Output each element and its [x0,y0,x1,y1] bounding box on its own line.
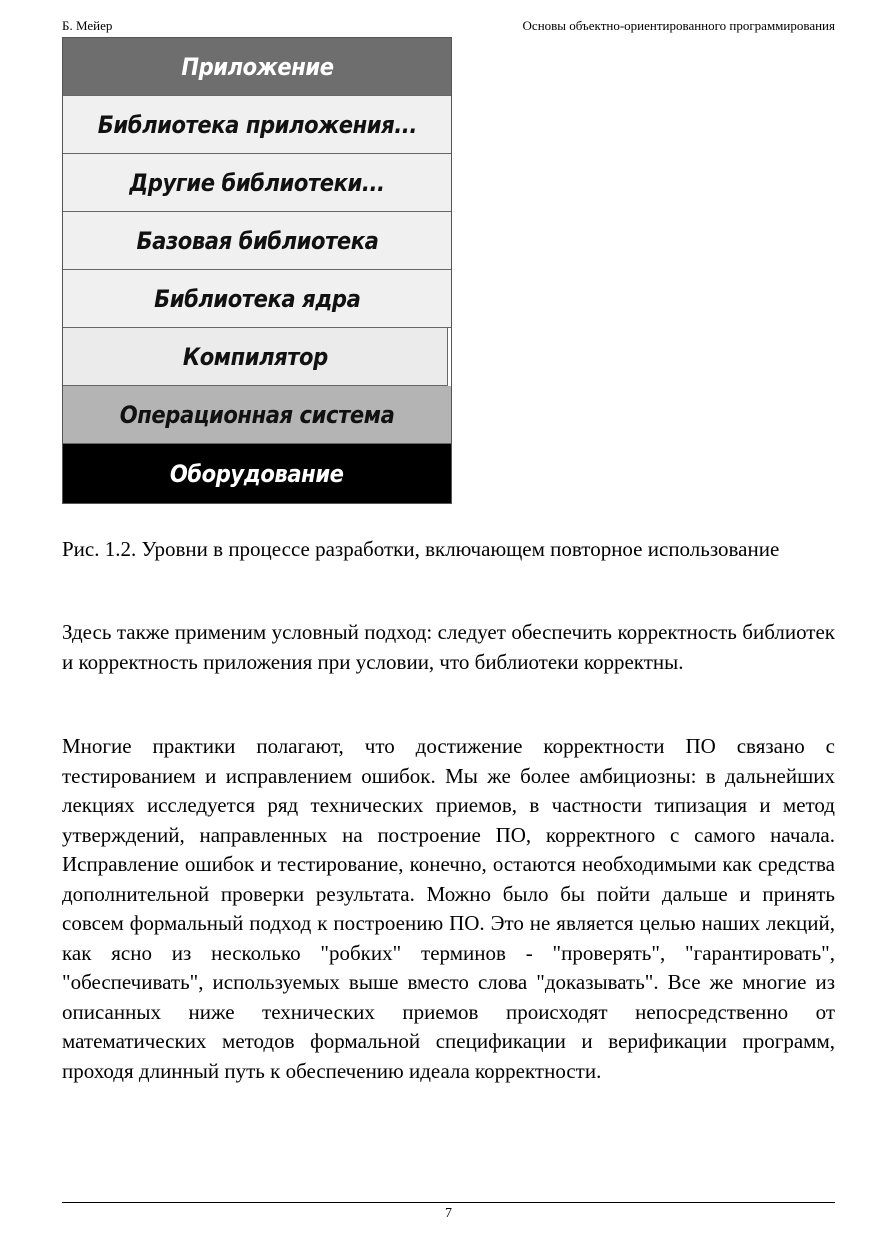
layer-label: Операционная система [119,400,395,429]
layer-application-library [63,96,451,154]
layer-label: Библиотека приложения... [97,110,417,139]
running-header-title: Основы объектно-ориентированного программирования [522,18,835,33]
body-paragraph-2: Многие практики полагают, что достижение корректности ПО связано с тестированием и исправлением ошибок. Мы же более амбициозны: в дальнейших лекциях исследуется ряд технических приемов, в частности типизация и метод утверждений, направленных на построение ПО, корректного с самого начала. Исправление ошибок и тестирование, конечно, остаются необходимыми как средства дополнительной проверки результата. Можно было бы пойти дальше и принять совсем формальный подход к построению ПО. Это не является целью наших лекций, как ясно из несколько "робких" терминов - "проверять", "гарантировать", "обеспечивать", используемых выше вместо слова "доказывать". Все же многие из описанных ниже технических приемов происходят непосредственно от математических методов формальной спецификации и верификации программ, проходя длинный путь к обеспечению идеала корректности. [62,734,835,1083]
body-paragraph-1: Здесь также применим условный подход: следует обеспечить корректность библиотек и корректность приложения при условии, что библиотеки корректны. [62,620,835,674]
layer-stack-figure [62,37,452,504]
layer-label: Приложение [180,52,334,81]
layer-base-library [63,212,451,270]
layer-label: Другие библиотеки... [129,168,385,197]
layer-label: Компилятор [182,342,328,371]
layer-hardware [63,444,451,503]
running-header-author: Б. Мейер [62,18,113,33]
layer-operating-system [63,386,451,444]
layer-label: Базовая библиотека [136,226,378,255]
layer-label: Библиотека ядра [153,284,361,313]
layer-application [63,38,451,96]
layer-label: Оборудование [170,459,344,488]
layer-other-libraries [63,154,451,212]
page-number: 7 [445,1206,452,1221]
footer-divider [62,1202,835,1203]
layer-compiler [63,328,448,386]
layer-kernel-library [63,270,451,328]
figure-caption: Рис. 1.2. Уровни в процессе разработки, включающем повторное использование [62,537,780,561]
